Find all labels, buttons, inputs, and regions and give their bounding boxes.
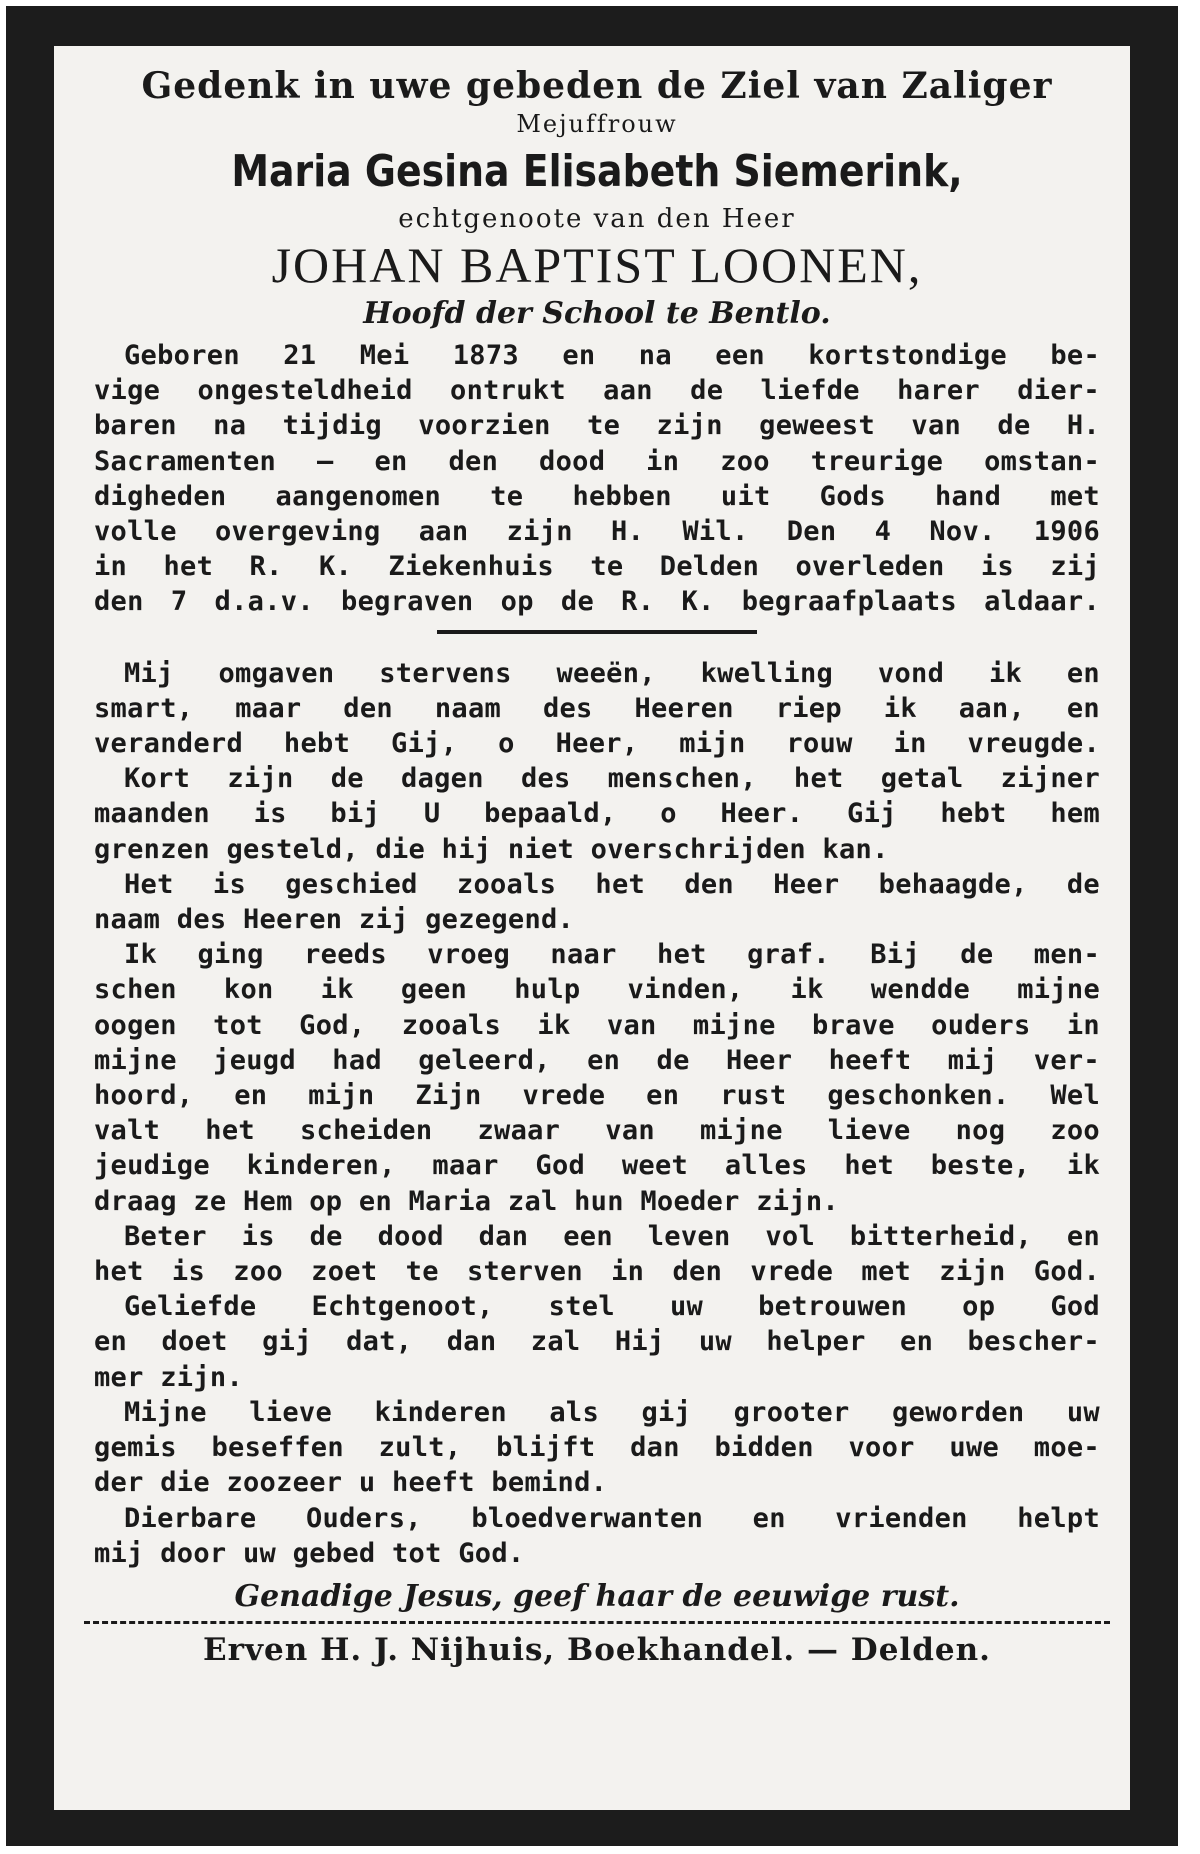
biography-line: vige ongesteldheid ontrukt aan de liefde harer dier- [94, 375, 1100, 407]
biography-line: Geboren 21 Mei 1873 en na een kortstondige be- [124, 340, 1100, 371]
verse-line: Kort zijn de dagen des menschen, het getal zijner [124, 763, 1100, 795]
verse-line: draag ze Hem op en Maria zal hun Moeder zijn. [94, 1185, 839, 1217]
divider-rule [437, 630, 757, 634]
biography-line: den 7 d.a.v. begraven op de R. K. begraafplaats aldaar. [94, 586, 1100, 618]
verse-line: grenzen gesteld, die hij niet overschrijden kan. [94, 833, 889, 865]
dashed-rule [84, 1621, 1110, 1624]
verse-line: Ik ging reeds vroeg naar het graf. Bij de men- [124, 939, 1100, 971]
card-paper [54, 46, 1130, 1810]
spouse-name: JOHAN BAPTIST LOONEN, [271, 237, 923, 293]
closing-prayer: Genadige Jesus, geef haar de eeuwige rust. [234, 1578, 960, 1614]
spouse-role: Hoofd der School te Bentlo. [363, 296, 831, 331]
verse-line: jeudige kinderen, maar God weet alles het beste, ik [94, 1150, 1100, 1182]
intro-line: Gedenk in uwe gebeden de Ziel van Zaliger [141, 65, 1053, 107]
biography-line: Sacramenten — en den dood in zoo treurige omstan- [94, 445, 1100, 477]
verse-line: het is zoo zoet te sterven in den vrede met zijn God. [94, 1256, 1100, 1288]
spouse-prefix: echtgenoote van den Heer [398, 204, 796, 234]
verse-block [94, 656, 1100, 1571]
printer-footer: Erven H. J. Nijhuis, Boekhandel. — Delden. [203, 1631, 991, 1668]
biography [94, 338, 1100, 620]
verse-line: naam des Heeren zij gezegend. [94, 904, 575, 936]
biography-line: in het R. K. Ziekenhuis te Delden overleden is zij [94, 551, 1100, 583]
verse-line: mer zijn. [94, 1361, 243, 1393]
verse-line: Mijne lieve kinderen als gij grooter geworden uw [124, 1396, 1100, 1428]
deceased-name: Maria Gesina Elisabeth Siemerink, [231, 146, 963, 197]
memorial-card [6, 6, 1178, 1846]
verse-line: Het is geschied zooals het den Heer behaagde, de [124, 868, 1100, 900]
verse-line: smart, maar den naam des Heeren riep ik aan, en [94, 692, 1100, 724]
verse-line: Mij omgaven stervens weeën, kwelling vond ik en [124, 657, 1100, 689]
verse-line: der die zoozeer u heeft bemind. [94, 1467, 608, 1499]
verse-line: mijne jeugd had geleerd, en de Heer heeft mij ver- [94, 1044, 1100, 1076]
verse-line: Geliefde Echtgenoot, stel uw betrouwen op God [124, 1291, 1100, 1323]
verse-line: gemis beseffen zult, blijft dan bidden voor uwe moe- [94, 1432, 1100, 1464]
verse-line: en doet gij dat, dan zal Hij uw helper en bescher- [94, 1326, 1100, 1358]
verse-line: mij door uw gebed tot God. [94, 1537, 525, 1569]
verse-line: schen kon ik geen hulp vinden, ik wendde mijne [94, 974, 1100, 1006]
biography-line: baren na tijdig voorzien te zijn geweest van de H. [94, 410, 1100, 442]
verse-line: hoord, en mijn Zijn vrede en rust geschonken. Wel [94, 1080, 1100, 1112]
verse-line: veranderd hebt Gij, o Heer, mijn rouw in vreugde. [94, 728, 1100, 760]
verse-line: maanden is bij U bepaald, o Heer. Gij hebt hem [94, 798, 1100, 830]
verse-line: Beter is de dood dan een leven vol bitterheid, en [124, 1220, 1100, 1252]
verse-line: oogen tot God, zooals ik van mijne brave ouders in [94, 1009, 1100, 1041]
biography-line: digheden aangenomen te hebben uit Gods hand met [94, 480, 1100, 512]
verse-line: valt het scheiden zwaar van mijne lieve nog zoo [94, 1115, 1100, 1147]
title-prefix: Mejuffrouw [516, 110, 678, 138]
biography-line: volle overgeving aan zijn H. Wil. Den 4 Nov. 1906 [94, 516, 1100, 548]
verse-line: Dierbare Ouders, bloedverwanten en vrienden helpt [124, 1502, 1100, 1534]
